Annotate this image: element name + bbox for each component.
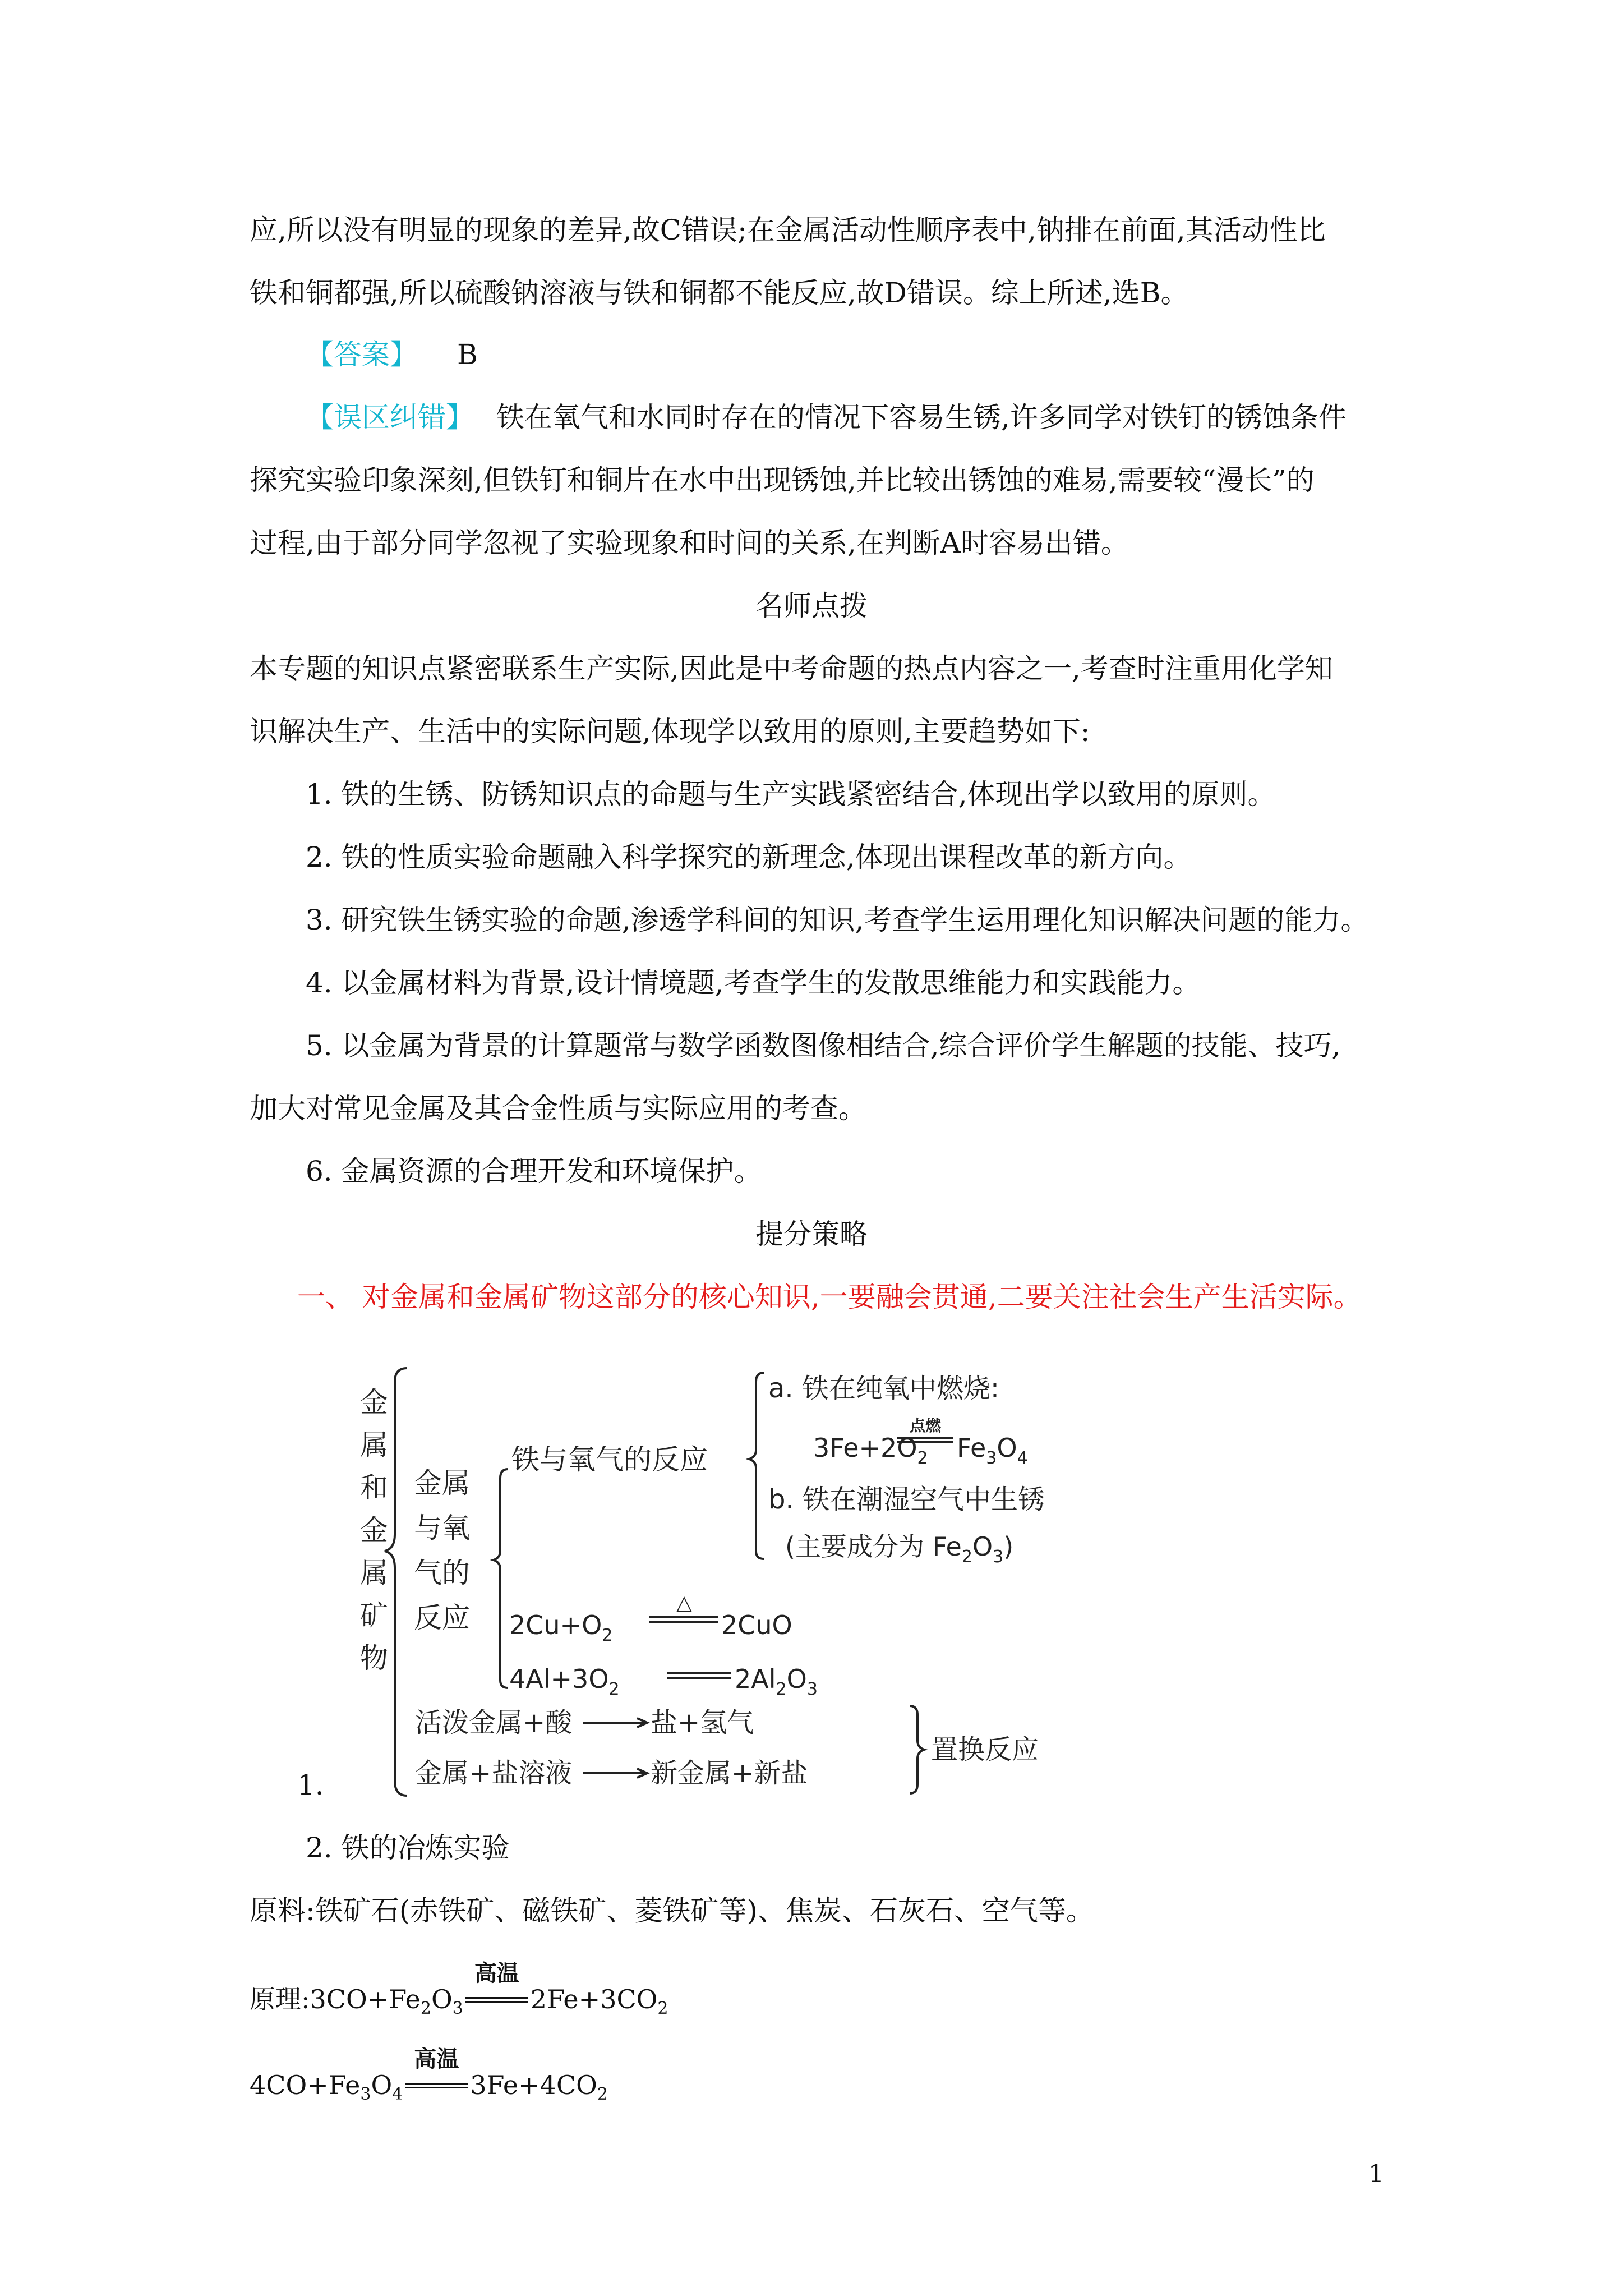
answer-tag: 【答案】 <box>306 338 418 371</box>
subscript: 3 <box>452 1999 463 2019</box>
condition-label: 高温 <box>474 1961 519 1987</box>
root-char: 物 <box>360 1642 388 1674</box>
red-heading: 一、 对金属和金属矿物这部分的核心知识,一要融会贯通,二要关注社会生产生活实际。 <box>297 1281 1362 1313</box>
iron-oxygen-label: 铁与氧气的反应 <box>511 1443 708 1476</box>
condition-label: 点燃 <box>909 1416 942 1435</box>
copper-equation <box>509 1610 612 1645</box>
subscript: 2 <box>657 1999 668 2019</box>
root-char: 金 <box>360 1386 388 1419</box>
list-item: 2. 铁的冶炼实验 <box>306 1832 510 1864</box>
smelting-equation-1 <box>250 1961 668 2019</box>
salt-right: 新金属+新盐 <box>651 1757 808 1789</box>
smelting-equation-2 <box>250 2046 608 2105</box>
group-label: 反应 <box>414 1602 470 1634</box>
acid-right: 盐+氢气 <box>651 1707 754 1738</box>
acid-left: 活泼金属+酸 <box>415 1707 573 1738</box>
condition <box>403 2046 470 2104</box>
mistake-tag: 【误区纠错】 <box>306 401 474 434</box>
eq-left: 3CO+Fe <box>310 1984 421 2014</box>
eq-right-o: O <box>786 1664 807 1694</box>
paragraph-line: 探究实验印象深刻,但铁钉和铜片在水中出现锈蚀,并比较出锈蚀的难易,需要较“漫长”的 <box>250 464 1315 496</box>
list-item: 6. 金属资源的合理开发和环境保护。 <box>306 1155 762 1188</box>
materials-line: 原料:铁矿石(赤铁矿、磁铁矿、菱铁矿等)、焦炭、石灰石、空气等。 <box>250 1894 1094 1927</box>
displacement-label: 置换反应 <box>931 1734 1039 1765</box>
group-brace <box>494 1469 508 1688</box>
subscript: 3 <box>986 1448 997 1468</box>
subscript: 2 <box>961 1547 972 1567</box>
subscript: 3 <box>360 2085 371 2105</box>
paragraph-line: 铁和铜都强,所以硫酸钠溶液与铁和铜都不能反应,故D错误。综上所述,选B。 <box>250 277 1189 309</box>
aluminum-equation <box>509 1664 620 1699</box>
root-char: 矿 <box>360 1599 388 1632</box>
eq-left-o: O <box>371 2070 393 2100</box>
list-item: 1. 铁的生锈、防锈知识点的命题与生产实践紧密结合,体现出学以致用的原则。 <box>306 778 1276 811</box>
rust-o: O <box>972 1531 993 1562</box>
mistake-line <box>306 399 1347 435</box>
group-label: 金属 <box>414 1467 470 1499</box>
paragraph-line: 应,所以没有明显的现象的差异,故C错误;在金属活动性顺序表中,钠排在前面,其活动性比 <box>250 214 1326 246</box>
list-number: 1. <box>297 1769 324 1801</box>
condition-label: 高温 <box>414 2046 459 2073</box>
condition <box>463 1961 531 2018</box>
eq-left: 4CO+Fe <box>250 2070 361 2100</box>
iron-oxygen-brace <box>749 1373 764 1559</box>
eq-right: Fe <box>957 1433 986 1463</box>
rust-component <box>785 1531 1013 1567</box>
mistake-text: 铁在氧气和水同时存在的情况下容易生锈,许多同学对铁钉的锈蚀条件 <box>496 401 1347 434</box>
subscript: 4 <box>392 2085 403 2105</box>
root-char: 属 <box>360 1429 388 1461</box>
metal-reaction-diagram <box>353 1366 1127 1809</box>
group-label: 与氧 <box>414 1512 470 1544</box>
eq-right-o: O <box>997 1433 1017 1463</box>
root-char: 属 <box>360 1557 388 1589</box>
salt-left: 金属+盐溶液 <box>415 1757 573 1789</box>
principle-label: 原理: <box>250 1984 310 2014</box>
iron-burn-label: a. 铁在纯氧中燃烧: <box>768 1373 1000 1404</box>
iron-rust-label: b. 铁在潮湿空气中生锈 <box>768 1484 1045 1515</box>
eq-left: 2Cu+O <box>509 1610 602 1640</box>
subscript: 3 <box>806 1680 818 1699</box>
answer-line <box>306 337 478 372</box>
subscript: 3 <box>993 1547 1004 1567</box>
paragraph-line: 识解决生产、生活中的实际问题,体现学以致用的原则,主要趋势如下: <box>250 715 1090 748</box>
eq-left: 4Al+3O <box>509 1664 609 1694</box>
eq-right: 2Al <box>735 1664 776 1694</box>
root-brace <box>385 1368 407 1796</box>
section-title: 提分策略 <box>755 1218 868 1250</box>
list-item: 加大对常见金属及其合金性质与实际应用的考查。 <box>250 1092 866 1125</box>
rust-end: ) <box>1003 1531 1014 1562</box>
section-title: 名师点拨 <box>755 590 868 622</box>
iron-burn-product <box>957 1433 1028 1468</box>
paragraph-line: 本专题的知识点紧密联系生产实际,因此是中考命题的热点内容之一,考查时注重用化学知 <box>250 652 1333 685</box>
copper-product: 2CuO <box>721 1610 792 1640</box>
root-char: 金 <box>360 1514 388 1547</box>
answer-value: B <box>457 338 478 371</box>
list-item: 4. 以金属材料为背景,设计情境题,考查学生的发散思维能力和实践能力。 <box>306 967 1201 999</box>
eq-left-o: O <box>431 1984 453 2014</box>
equal-sign <box>465 1997 528 2003</box>
subscript: 2 <box>602 1626 613 1645</box>
heat-symbol: △ <box>676 1591 692 1614</box>
subscript: 2 <box>608 1680 620 1699</box>
eq-right: 2Fe+3CO <box>530 1984 658 2014</box>
group-label: 气的 <box>414 1557 470 1589</box>
subscript: 2 <box>597 2085 608 2105</box>
list-item: 2. 铁的性质实验命题融入科学探究的新理念,体现出课程改革的新方向。 <box>306 841 1192 873</box>
subscript: 2 <box>917 1448 928 1468</box>
list-item: 5. 以金属为背景的计算题常与数学函数图像相结合,综合评价学生解题的技能、技巧, <box>306 1029 1341 1062</box>
rust-text: (主要成分为 Fe <box>785 1531 962 1562</box>
root-char: 和 <box>360 1471 388 1504</box>
page-number: 1 <box>1368 2160 1384 2188</box>
eq-right: 3Fe+4CO <box>470 2070 597 2100</box>
subscript: 2 <box>420 1999 431 2019</box>
subscript: 2 <box>776 1680 787 1699</box>
equal-sign <box>405 2083 468 2088</box>
aluminum-product <box>735 1664 818 1699</box>
list-item: 3. 研究铁生锈实验的命题,渗透学科间的知识,考查学生运用理化知识解决问题的能力。 <box>306 904 1369 936</box>
paragraph-line: 过程,由于部分同学忽视了实验现象和时间的关系,在判断A时容易出错。 <box>250 527 1129 559</box>
eq-left: 3Fe+2O <box>813 1433 917 1463</box>
subscript: 4 <box>1017 1448 1028 1468</box>
displacement-brace <box>910 1706 924 1793</box>
